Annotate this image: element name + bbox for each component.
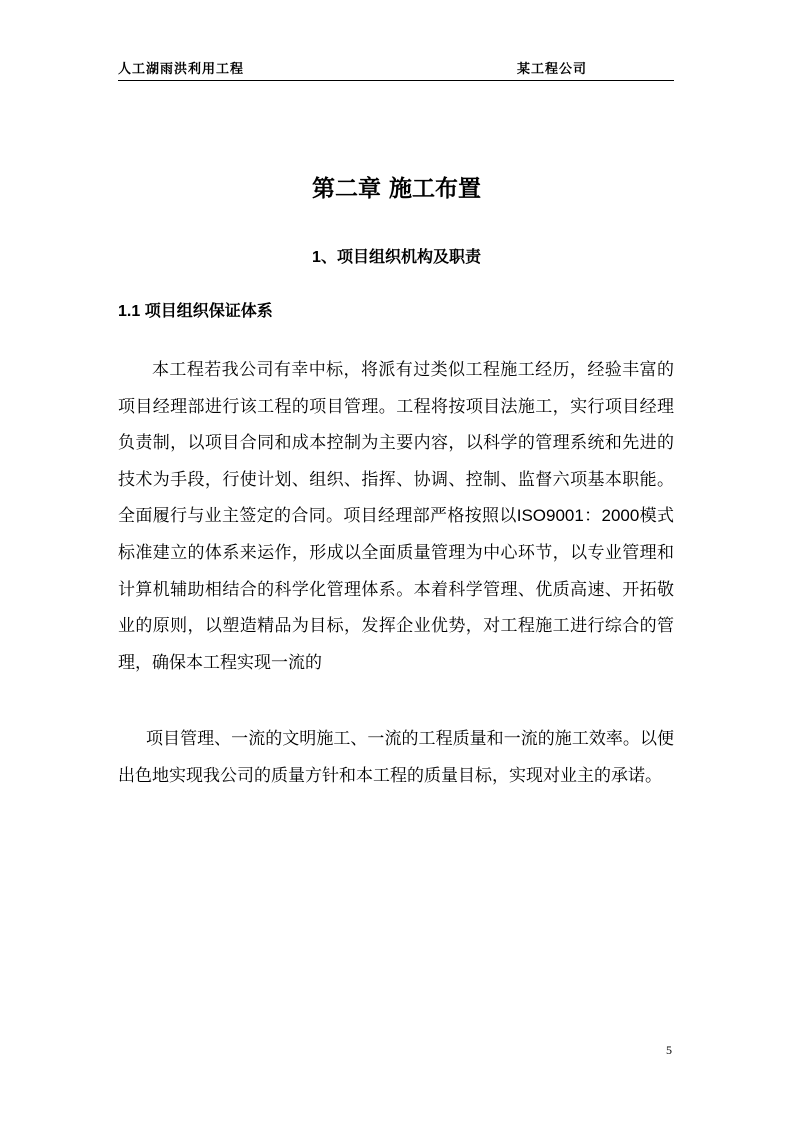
body-paragraph-2: 项目管理、一流的文明施工、一流的工程质量和一流的施工效率。以便出色地实现我公司的质量方针和本工程的质量目标，实现对业主的承诺。 xyxy=(118,729,674,785)
header-company-name: 某工程公司 xyxy=(517,62,588,77)
chapter-title: 第二章 施工布置 xyxy=(311,176,481,202)
page-header xyxy=(118,58,674,81)
subsection-title: 1.1 项目组织保证体系 xyxy=(118,303,273,320)
body-paragraph-1: 本工程若我公司有幸中标，将派有过类似工程施工经历，经验丰富的项目经理部进行该工程的项目管理。工程将按项目法施工，实行项目经理负责制，以项目合同和成本控制为主要内容，以科学的管理系统和先进的技术为手段，行使计划、组织、指挥、协调、控制、监督六项基本职能。全面履行与业主签定的合同。项目经理部严格按照以ISO9001：2000模式标准建立的体系来运作，形成以全面质量管理为中心环节，以专业管理和计算机辅助相结合的科学化管理体系。本着科学管理、优质高速、开拓敬业的原则，以塑造精品为目标，发挥企业优势，对工程施工进行综合的管理，确保本工程实现一流的 xyxy=(118,360,674,672)
page-number: 5 xyxy=(666,1043,672,1057)
section-title: 1、项目组织机构及职责 xyxy=(312,249,481,266)
header-project-name: 人工湖雨洪利用工程 xyxy=(118,62,245,77)
